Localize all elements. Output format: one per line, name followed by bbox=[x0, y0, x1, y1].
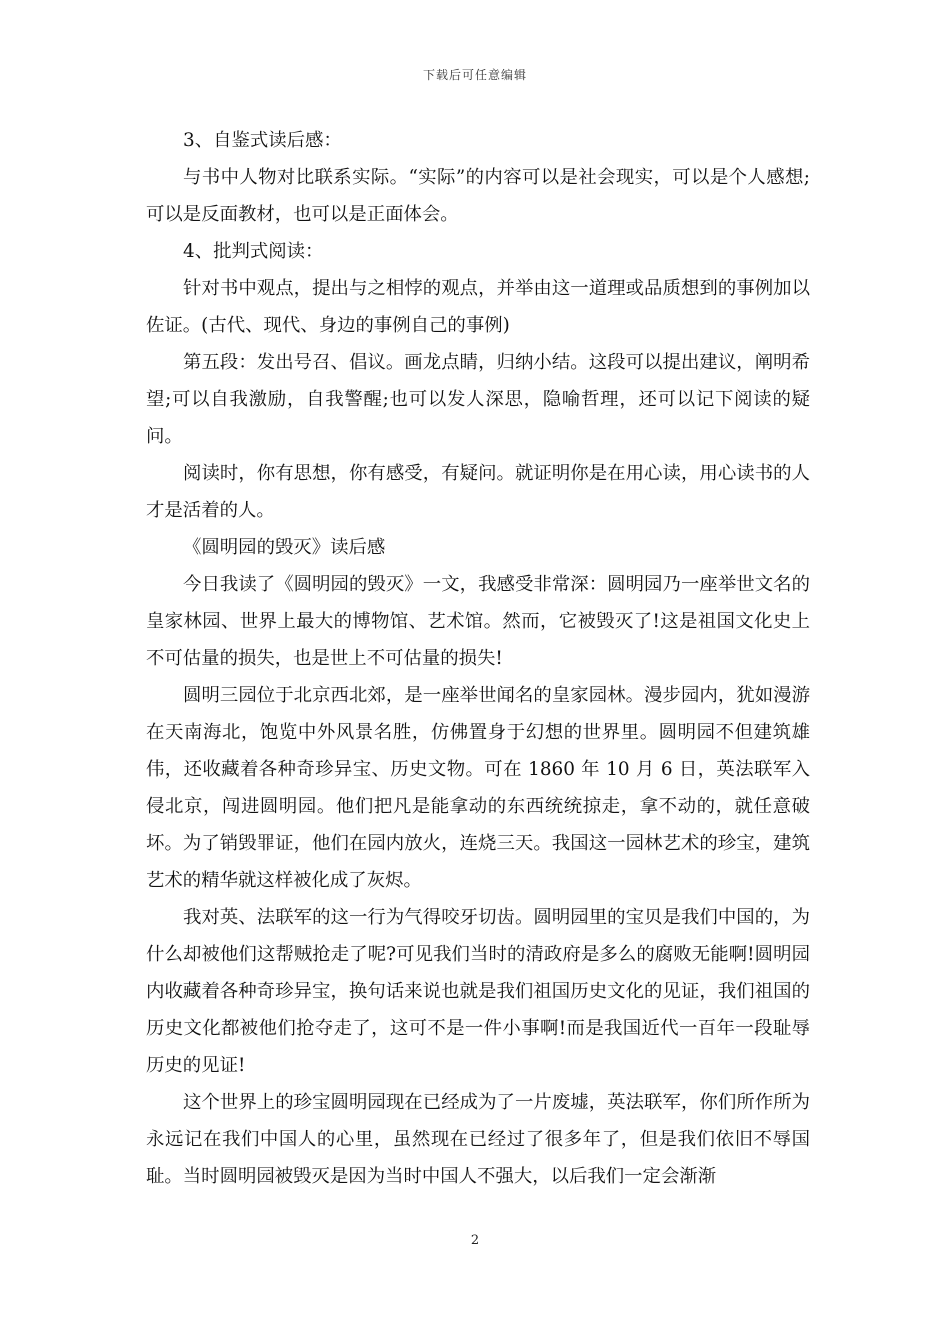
paragraph-reading-note: 阅读时，你有思想，你有感受，有疑问。就证明你是在用心读，用心读书的人才是活着的人。 bbox=[146, 463, 810, 521]
page-number: 2 bbox=[470, 1233, 480, 1248]
essay-title: 《圆明园的毁灭》读后感 bbox=[183, 537, 386, 558]
paragraph-section-3-body: 与书中人物对比联系实际。“实际”的内容可以是社会现实，可以是个人感想;可以是反面教材，也可以是正面体会。 bbox=[146, 167, 810, 225]
paragraph-section-4-heading: 4、批判式阅读： bbox=[183, 241, 324, 262]
paragraph-section-3-heading: 3、自鉴式读后感： bbox=[183, 130, 342, 151]
essay-paragraph: 我对英、法联军的这一行为气得咬牙切齿。圆明园里的宝贝是我们中国的，为什么却被他们这帮贼抢走了呢?可见我们当时的清政府是多么的腐败无能啊!圆明园内收藏着各种奇珍异宝，换句话来说也就是我们祖国历史文化的见证，我们祖国的历史文化都被他们抢夺走了，这可不是一件小事啊!而是我国近代一百年一段耻辱历史的见证! bbox=[146, 907, 810, 1076]
paragraph-fifth-section: 第五段：发出号召、倡议。画龙点睛，归纳小结。这段可以提出建议，阐明希望;可以自我激励，自我警醒;也可以发人深思，隐喻哲理，还可以记下阅读的疑问。 bbox=[146, 352, 810, 447]
essay-paragraph: 圆明三园位于北京西北郊，是一座举世闻名的皇家园林。漫步园内，犹如漫游在天南海北，饱览中外风景名胜，仿佛置身于幻想的世界里。圆明园不但建筑雄伟，还收藏着各种奇珍异宝、历史文物。可在 1860 年 10 月 6 日，英法联军入侵北京，闯进圆明园。他们把凡是能拿动的东西统统掠走，拿不动的，就任意破坏。为了销毁罪证，他们在园内放火，连烧三天。我国这一园林艺术的珍宝，建筑艺术的精华就这样被化成了灰烬。 bbox=[146, 685, 810, 891]
essay-paragraph: 这个世界上的珍宝圆明园现在已经成为了一片废墟，英法联军，你们所作所为永远记在我们中国人的心里，虽然现在已经过了很多年了，但是我们依旧不辱国耻。当时圆明园被毁灭是因为当时中国人不强大，以后我们一定会渐渐 bbox=[146, 1092, 810, 1187]
essay-paragraph: 今日我读了《圆明园的毁灭》一文，我感受非常深：圆明园乃一座举世文名的皇家林园、世界上最大的博物馆、艺术馆。然而，它被毁灭了!这是祖国文化史上不可估量的损失，也是世上不可估量的损失! bbox=[146, 574, 810, 669]
paragraph-section-4-body: 针对书中观点，提出与之相悖的观点，并举由这一道理或品质想到的事例加以佐证。(古代、现代、身边的事例自己的事例) bbox=[146, 278, 810, 336]
document-body bbox=[146, 122, 810, 1195]
page-header: 下载后可任意编辑 bbox=[422, 68, 527, 82]
